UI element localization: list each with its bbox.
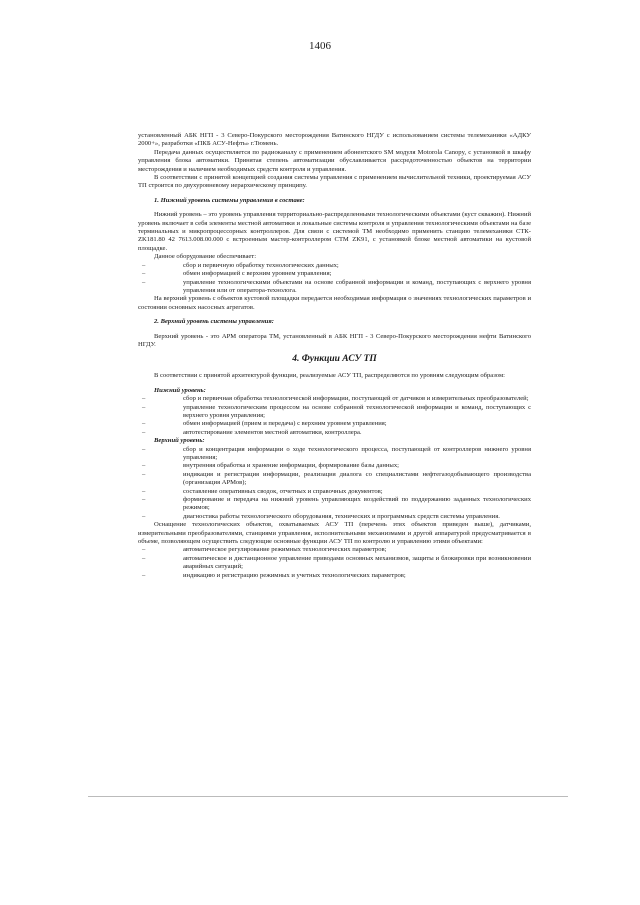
list-item: – сбор и концентрация информации о ходе технологического процесса, поступающей от контроллеров нижнего уровня управления; xyxy=(138,446,531,463)
page-number: 1406 xyxy=(309,40,331,52)
list-item: – управление технологическим процессом на основе собранной технологической информации и команд, поступающих с верхнего уровня управления; xyxy=(138,404,531,421)
list-item: – внутренняя обработка и хранение информации, формирование базы данных; xyxy=(138,462,531,470)
subheading-lower-level: Нижний уровень: xyxy=(154,386,206,394)
paragraph: Передача данных осуществляется по радиоканалу с применением абонентского SM модуля Motorola Canopy, с установкой в шкафу управления блока автоматики. Принятая степень автоматизации обуславливается рассредоточенностью объектов на территории месторождения и наличием необходимых средств контроля и управления. xyxy=(138,148,531,173)
list-item: – управление технологическими объектами на основе собранной информации и команд, поступающих с верхнего уровня управления или от оператора-технолога. xyxy=(138,279,531,296)
list-item: – сбор и первичная обработка технологической информации, поступающей от датчиков и измерительных преобразователей; xyxy=(138,395,531,403)
subheading-upper-level-system: 2. Верхний уровень системы управления: xyxy=(154,318,275,326)
paragraph: Оснащение технологических объектов, охватываемых АСУ ТП (перечень этих объектов приведен выше), датчиками, измерительными преобразователями, станциями управления, исполнительными механизмами и другой аппаратурой предусматривается в объеме, позволяющем осуществить следующие основные функции АСУ ТП по контролю и управлению этими объектами: xyxy=(138,521,531,546)
paragraph: В соответствии с принятой концепцией создания системы управления с применением вычислительной техники, проектируемая АСУ ТП строится по двухуровневому иерархическому принципу. xyxy=(138,174,531,190)
section-title: 4. Функции АСУ ТП xyxy=(292,354,377,365)
subheading-upper-level: Верхний уровень: xyxy=(154,437,205,445)
paragraph: В соответствии с принятой архитектурой функции, реализуемые АСУ ТП, распределяются по уровням следующим образом: xyxy=(154,372,505,380)
list-item: – обмен информацией с верхним уровнем управления; xyxy=(138,270,531,278)
paragraph: Верхний уровень - это АРМ оператора ТМ, установленный в АБК НГП - 3 Северо-Покурского месторождения нефти Ватинского НГДУ. xyxy=(138,332,531,348)
footer-divider xyxy=(88,796,568,797)
list-item: – составление оперативных сводок, отчетных и справочных документов; xyxy=(138,488,531,496)
list-item: – автоматическое и дистанционное управление приводами основных механизмов, защиты и блокировки при возникновении аварийных ситуаций; xyxy=(138,555,531,572)
list-item: – автоматическое регулирование режимных технологических параметров; xyxy=(138,546,531,554)
subheading-lower-level-system: 1. Нижний уровень системы управления в составе: xyxy=(154,196,305,204)
list-item: – автотестирование элементов местной автоматики, контроллера. xyxy=(138,429,531,437)
list-item: – сбор и первичную обработку технологических данных; xyxy=(138,262,531,270)
list-item: – формирование и передача на нижний уровень управляющих воздействий по поддержанию заданных технологических режимов; xyxy=(138,496,531,513)
paragraph: установленный АБК НГП - 3 Северо-Покурского месторождения Ватинского НГДУ с использованием системы телемеханики «АДКУ 2000+», разработки «ПКБ АСУ-Нефть» г.Тюмень. xyxy=(138,132,531,148)
paragraph: На верхний уровень с объектов кустовой площадки передается необходимая информация о значениях технологических параметров и состоянии основных насосных агрегатов. xyxy=(138,295,531,311)
document-body xyxy=(138,132,531,580)
paragraph: Данное оборудование обеспечивает: xyxy=(154,253,257,261)
list-item: – индикация и регистрация информации, реализация диалога со специалистами нефтегазодобывающего производства (организация АРМов); xyxy=(138,471,531,488)
paragraph: Нижний уровень – это уровень управления территориально-распределенными технологическими объектами (куст скважин). Нижний уровень включает в себя элементы местной автоматики и локальные системы контроля и управления технологическими объектами на базе терминальных и микропроцессорных контроллеров. Для связи с системой ТМ необходимо применить станцию телемеханики СТК-ZK181.80 42 7613.008.00.000 с встроенным мастер-контроллером СТМ ZK91, с установкой блоке местной автоматики на кустовой площадке. xyxy=(138,211,531,252)
list-item: – диагностика работы технологического оборудования, технических и программных средств системы управления. xyxy=(138,513,531,521)
list-item: – обмен информацией (прием и передача) с верхним уровнем управления; xyxy=(138,420,531,428)
list-item: – индикацию и регистрацию режимных и учетных технологических параметров; xyxy=(138,572,531,580)
